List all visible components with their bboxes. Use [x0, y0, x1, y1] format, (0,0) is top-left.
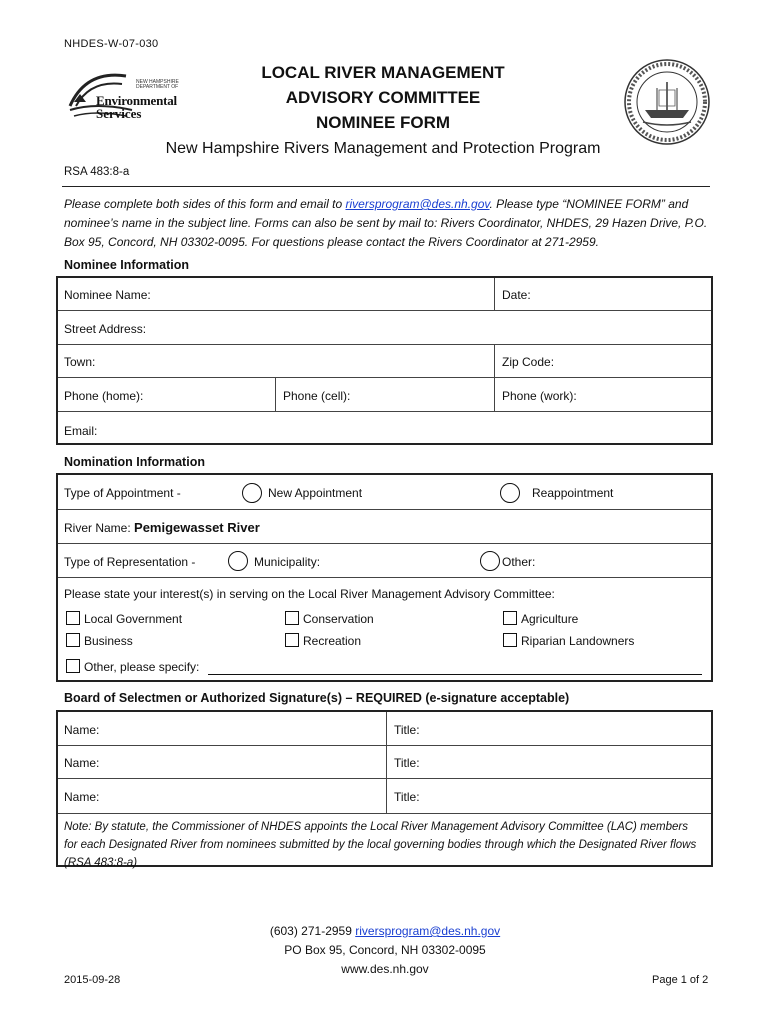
new-appointment-label: New Appointment: [268, 486, 363, 500]
logo-line1: Environmental: [96, 93, 177, 108]
nhdes-logo: [66, 66, 191, 124]
divider: [494, 278, 495, 311]
reappointment-radio[interactable]: [500, 483, 520, 503]
footer-contact-line: [150, 922, 620, 941]
recreation-label: Recreation: [303, 634, 362, 648]
river-name-value: Pemigewasset River: [134, 520, 260, 535]
footer-address: PO Box 95, Concord, NH 03302-0095: [284, 943, 486, 957]
phone-home-label: Phone (home):: [64, 389, 144, 403]
river-name: [64, 520, 260, 535]
divider: [386, 746, 387, 779]
signature-title-label-2: Title:: [394, 756, 420, 770]
signature-name-label-2: Name:: [64, 756, 100, 770]
signature-box: [56, 710, 713, 867]
title-line3: NOMINEE FORM: [315, 113, 451, 132]
river-name-row: [58, 510, 711, 544]
footer-email-link[interactable]: riversprogram@des.nh.gov: [355, 924, 501, 938]
signature-title-label-3: Title:: [394, 790, 420, 804]
nominee-section-heading: Nominee Information: [64, 258, 190, 272]
appointment-type-label: Type of Appointment -: [64, 486, 181, 500]
signature-title-label-1: Title:: [394, 723, 420, 737]
title-line1: LOCAL RIVER MANAGEMENT: [261, 63, 505, 82]
signature-name-label-3: Name:: [64, 790, 100, 804]
divider: [275, 378, 276, 412]
instructions-part2: . Please type “NOMINEE FORM” and nominee’s name in the subject line. Forms can also be sent by mail to: Rivers Coordinator, NHDES, 29 Hazen Drive, P.O. Box 95, Concord, NH 03302-0095. For questions please contact the Rivers Coordinator at 271-2959.: [64, 197, 708, 249]
state-seal: [623, 58, 711, 146]
representation-type-label: Type of Representation -: [64, 555, 196, 569]
riparian-landowners-label: Riparian Landowners: [521, 634, 635, 648]
representation-row: [58, 544, 711, 578]
business-label: Business: [84, 634, 133, 648]
business-checkbox[interactable]: [66, 633, 80, 647]
divider: [494, 345, 495, 378]
signature-row-3[interactable]: [58, 779, 711, 814]
other-specify-label: Other, please specify:: [84, 660, 200, 674]
email-label: Email:: [64, 424, 98, 438]
local-government-label: Local Government: [84, 612, 183, 626]
instructions-part1: Please complete both sides of this form and email to: [64, 197, 346, 211]
form-title: [200, 60, 566, 135]
rsa-reference: RSA 483:8-a: [64, 166, 130, 178]
interests-prompt: Please state your interest(s) in serving on the Local River Management Advisory Committee:: [64, 587, 555, 601]
divider: [386, 779, 387, 814]
nominee-name-row[interactable]: [58, 278, 711, 311]
state-seal-graphic: [623, 58, 711, 146]
logo-line2: Services: [96, 106, 142, 121]
footer-phone: (603) 271-2959: [269, 924, 352, 938]
nomination-info-box: [56, 473, 713, 682]
agriculture-label: Agriculture: [521, 612, 579, 626]
appointment-row: [58, 475, 711, 510]
municipality-label: Municipality:: [254, 555, 321, 569]
signature-row-1[interactable]: [58, 712, 711, 746]
page-number: Page 1 of 2: [652, 974, 709, 986]
street-address-row[interactable]: [58, 311, 711, 345]
logo-top-text: NEW HAMPSHIRE DEPARTMENT OF: [136, 79, 179, 90]
instructions-email-link[interactable]: riversprogram@des.nh.gov: [345, 197, 490, 211]
river-name-label: River Name:: [64, 521, 131, 535]
nominee-info-box: [56, 276, 713, 445]
other-label: Other:: [502, 555, 536, 569]
signature-row-2[interactable]: [58, 746, 711, 779]
instructions: [64, 195, 714, 252]
statute-note-row: [58, 814, 711, 869]
footer-website: www.des.nh.gov: [341, 962, 429, 976]
conservation-checkbox[interactable]: [285, 611, 299, 625]
other-specify-input-line[interactable]: [208, 674, 702, 675]
zip-code-label: Zip Code:: [502, 355, 555, 369]
phone-cell-label: Phone (cell):: [283, 389, 351, 403]
local-government-checkbox[interactable]: [66, 611, 80, 625]
divider: [494, 378, 495, 412]
nomination-section-heading: Nomination Information: [64, 455, 205, 469]
other-radio[interactable]: [480, 551, 500, 571]
signature-section-heading: Board of Selectmen or Authorized Signature(s) – REQUIRED (e-signature acceptable): [64, 691, 570, 705]
street-address-label: Street Address:: [64, 322, 147, 336]
municipality-radio[interactable]: [228, 551, 248, 571]
signature-name-label-1: Name:: [64, 723, 100, 737]
new-appointment-radio[interactable]: [242, 483, 262, 503]
date-label: Date:: [502, 288, 531, 302]
agriculture-checkbox[interactable]: [503, 611, 517, 625]
email-row[interactable]: [58, 412, 711, 443]
form-code: NHDES-W-07-030: [64, 38, 159, 50]
other-interest-checkbox[interactable]: [66, 659, 80, 673]
riparian-landowners-checkbox[interactable]: [503, 633, 517, 647]
town-row[interactable]: [58, 345, 711, 378]
statute-note: Note: By statute, the Commissioner of NHDES appoints the Local River Management Advisory Committee (LAC) members for each Designated River from nominees submitted by the local governing bodies through which the Designated River flows (RSA 483:8-a): [64, 821, 697, 869]
reappointment-label: Reappointment: [532, 486, 614, 500]
phone-work-label: Phone (work):: [502, 389, 577, 403]
contact-footer: [150, 922, 620, 979]
nominee-name-label: Nominee Name:: [64, 288, 151, 302]
phone-row[interactable]: [58, 378, 711, 412]
form-date: 2015-09-28: [64, 974, 121, 986]
recreation-checkbox[interactable]: [285, 633, 299, 647]
interests-row: [58, 578, 711, 680]
conservation-label: Conservation: [303, 612, 374, 626]
town-label: Town:: [64, 355, 96, 369]
divider: [386, 712, 387, 746]
header-divider: [62, 186, 710, 187]
title-line2: ADVISORY COMMITTEE: [285, 88, 481, 107]
program-subtitle: New Hampshire Rivers Management and Protection Program: [165, 140, 601, 157]
